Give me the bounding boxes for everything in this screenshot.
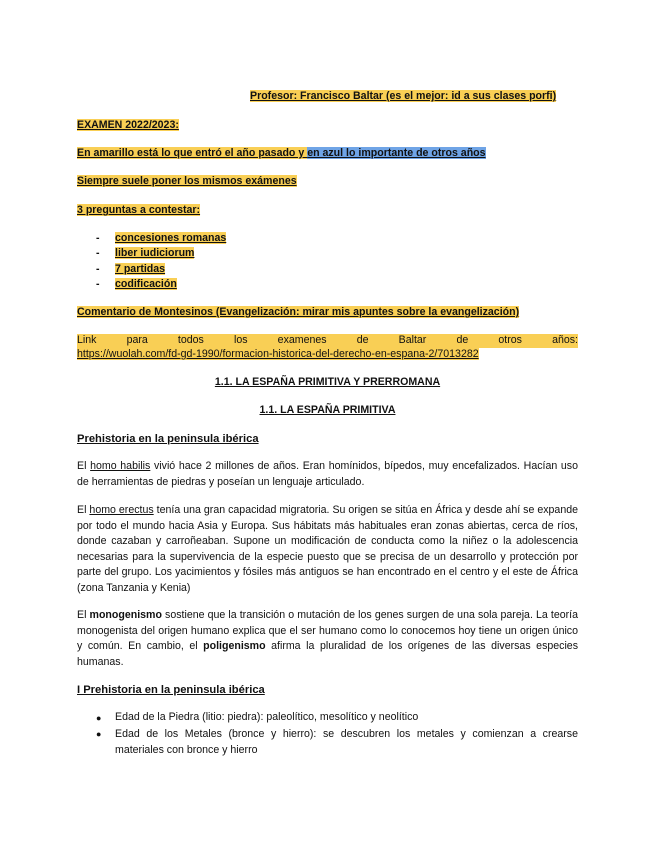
ages-heading: I Prehistoria en la peninsula ibérica: [77, 684, 265, 696]
term-homo-erectus: homo erectus: [89, 504, 154, 516]
prehistory-heading: Prehistoria en la peninsula ibérica: [77, 433, 259, 445]
paragraph-monogenismo: El monogenismo sostiene que la transición o mutación de los genes surgen de una sola pareja. La teoría monogenista del origen humano explica que el ser humano como lo conocemos hoy tiene un origen único y común. En cambio, el poligenismo afirma la pluralidad de los orígenes de las diversas especies humanas.: [77, 609, 578, 668]
sub-section-title: 1.1. LA ESPAÑA PRIMITIVA: [259, 404, 396, 416]
list-item: 7 partidas: [115, 263, 166, 275]
same-exams-line: [77, 175, 297, 187]
yellow-legend: En amarillo está lo que entró el año pasado y: [77, 147, 308, 159]
list-bullet: -: [96, 263, 100, 275]
paragraph-homo-erectus: El homo erectus tenía una gran capacidad migratoria. Su origen se sitúa en África y desde ahí se expande por todo el mundo hacia Asia y Europa. Sus hábitats más habituales eran zonas abiertas, cerca de ríos, donde cazaban y carroñeaban. Supone un modificación de conducta como la niñez o la adolescencia necesarias para la supervivencia de la especie puesto que se precisa de un desarrollo y protección por parte del grupo. Los yacimientos y fósiles más antiguos se han encontrado en el centro y el este de África (zona Tanzania y Kenia): [77, 504, 578, 594]
link-url-line: [77, 348, 479, 360]
same-exams-text: Siempre suele poner los mismos exámenes: [77, 175, 297, 187]
blue-legend: en azul lo importante de otros años: [307, 147, 486, 159]
professor-text: Profesor: Francisco Baltar (es el mejor: id a sus clases porfi): [250, 90, 557, 102]
commentary-line: [77, 306, 519, 318]
list-bullet: ●: [96, 713, 102, 723]
exam-title: EXAMEN 2022/2023:: [77, 119, 179, 131]
main-section-title: 1.1. LA ESPAÑA PRIMITIVA Y PRERROMANA: [214, 376, 441, 388]
professor-line: [250, 90, 556, 102]
term-homo-habilis: homo habilis: [90, 460, 151, 472]
color-legend: [77, 147, 486, 159]
term-poligenismo: poligenismo: [203, 640, 266, 653]
list-bullet: ●: [96, 729, 102, 739]
link-label: Link para todos los examenes de Baltar de otros años:: [77, 334, 578, 346]
list-item: codificación: [115, 278, 177, 290]
commentary-text: Comentario de Montesinos (Evangelización: mirar mis apuntes sobre la evangelización): [77, 306, 520, 318]
list-item: Edad de la Piedra (litio: piedra): paleolítico, mesolítico y neolítico: [115, 711, 419, 723]
list-item: liber iudiciorum: [115, 247, 195, 259]
three-questions-text: 3 preguntas a contestar:: [77, 204, 201, 216]
list-item: concesiones romanas: [115, 232, 227, 244]
list-bullet: -: [96, 247, 100, 259]
list-item: Edad de los Metales (bronce y hierro): se descubren los metales y comienzan a crearse materiales con bronce y hierro: [115, 728, 578, 756]
exams-link[interactable]: https://wuolah.com/fd-gd-1990/formacion-historica-del-derecho-en-espana-2/7013282: [77, 348, 479, 360]
list-bullet: -: [96, 278, 100, 290]
three-questions-line: [77, 204, 200, 216]
exam-line: [77, 119, 179, 131]
term-monogenismo: monogenismo: [89, 609, 162, 621]
paragraph-homo-habilis: El homo habilis vivió hace 2 millones de años. Eran homínidos, bípedos, muy encefalizados. Hacían uso de herramientas de piedras y poseían un lenguaje articulado.: [77, 460, 578, 488]
list-bullet: -: [96, 232, 100, 244]
